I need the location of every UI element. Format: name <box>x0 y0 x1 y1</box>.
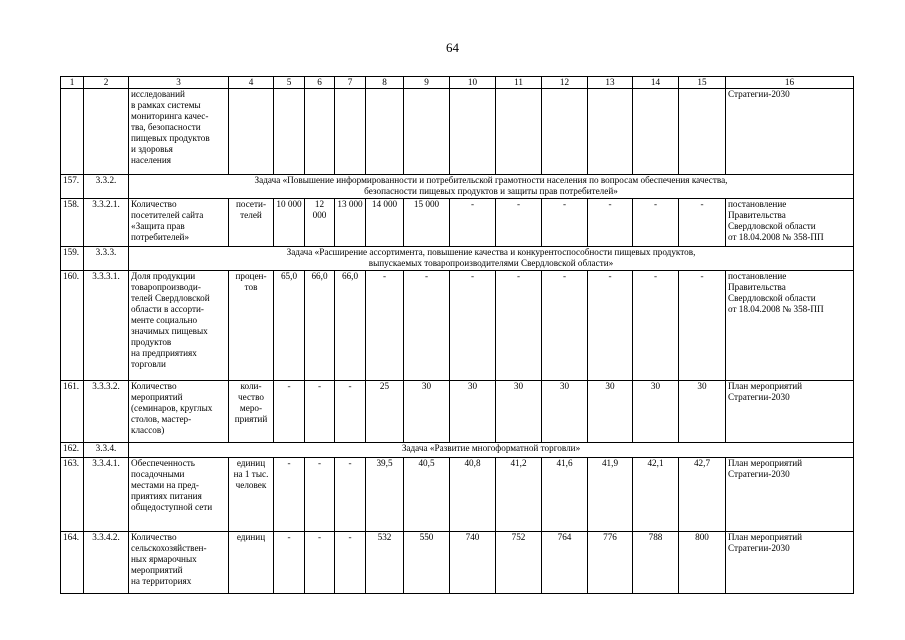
value-cell: 800 <box>679 532 726 594</box>
task-row <box>61 247 854 271</box>
source-document: План мероприятий Стратегии-2030 <box>726 532 854 594</box>
value-cell <box>274 89 305 175</box>
column-header: 1 <box>61 77 84 89</box>
value-cell: 42,1 <box>633 458 679 532</box>
indicator-name: Обеспеченность посадочными местами на пред- приятиях питания общедоступной сети <box>129 458 229 532</box>
value-cell: - <box>633 199 679 247</box>
column-header: 10 <box>450 77 496 89</box>
row-number: 163. <box>61 458 84 532</box>
indicator-name: исследований в рамках системы мониторинга качес- тва, безопасности пищевых продуктов и здоровья населения <box>129 89 229 175</box>
value-cell: - <box>335 458 366 532</box>
row-number: 161. <box>61 381 84 443</box>
column-header: 7 <box>335 77 366 89</box>
indicators-table <box>60 76 854 594</box>
value-cell: - <box>305 532 335 594</box>
value-cell: 42,7 <box>679 458 726 532</box>
column-header: 16 <box>726 77 854 89</box>
source-document: План мероприятий Стратегии-2030 <box>726 381 854 443</box>
unit: процен- тов <box>229 271 274 381</box>
value-cell: 40,5 <box>404 458 450 532</box>
value-cell: - <box>305 458 335 532</box>
value-cell <box>366 89 404 175</box>
value-cell: - <box>588 271 633 381</box>
value-cell: 532 <box>366 532 404 594</box>
value-cell: 740 <box>450 532 496 594</box>
column-header: 6 <box>305 77 335 89</box>
value-cell: 30 <box>404 381 450 443</box>
value-cell: - <box>542 271 588 381</box>
value-cell: 13 000 <box>335 199 366 247</box>
value-cell: 40,8 <box>450 458 496 532</box>
value-cell <box>404 89 450 175</box>
row-number <box>61 89 84 175</box>
value-cell: 30 <box>679 381 726 443</box>
column-header: 2 <box>84 77 129 89</box>
value-cell: 10 000 <box>274 199 305 247</box>
task-title: Задача «Развитие многоформатной торговли» <box>129 443 854 458</box>
task-title: Задача «Повышение информированности и потребительской грамотности населения по вопросам обеспечения качества, безопасности пищевых продуктов и защиты прав потребителей» <box>129 175 854 199</box>
row-code <box>84 89 129 175</box>
column-header: 13 <box>588 77 633 89</box>
value-cell: - <box>542 199 588 247</box>
value-cell <box>588 89 633 175</box>
task-row <box>61 443 854 458</box>
value-cell: 550 <box>404 532 450 594</box>
row-number: 164. <box>61 532 84 594</box>
value-cell: 752 <box>496 532 542 594</box>
value-cell: 66,0 <box>335 271 366 381</box>
table-row <box>61 381 854 443</box>
value-cell: 30 <box>588 381 633 443</box>
table-row <box>61 89 854 175</box>
value-cell: - <box>335 532 366 594</box>
value-cell: - <box>305 381 335 443</box>
value-cell: 30 <box>450 381 496 443</box>
value-cell: 30 <box>496 381 542 443</box>
unit: единиц на 1 тыс. человек <box>229 458 274 532</box>
source-document: План мероприятий Стратегии-2030 <box>726 458 854 532</box>
value-cell: 65,0 <box>274 271 305 381</box>
row-code: 3.3.3.1. <box>84 271 129 381</box>
table-row <box>61 199 854 247</box>
task-row <box>61 175 854 199</box>
page-number: 64 <box>446 40 459 55</box>
value-cell: 66,0 <box>305 271 335 381</box>
value-cell <box>542 89 588 175</box>
value-cell: 788 <box>633 532 679 594</box>
value-cell: - <box>274 381 305 443</box>
value-cell: - <box>679 199 726 247</box>
value-cell: - <box>633 271 679 381</box>
column-header: 3 <box>129 77 229 89</box>
source-document: Стратегии-2030 <box>726 89 854 175</box>
value-cell: - <box>450 271 496 381</box>
value-cell: 776 <box>588 532 633 594</box>
row-code: 3.3.4.2. <box>84 532 129 594</box>
value-cell: - <box>679 271 726 381</box>
value-cell: - <box>496 271 542 381</box>
value-cell: - <box>335 381 366 443</box>
row-number: 160. <box>61 271 84 381</box>
value-cell: 30 <box>542 381 588 443</box>
value-cell: 14 000 <box>366 199 404 247</box>
unit: посети- телей <box>229 199 274 247</box>
value-cell: 41,6 <box>542 458 588 532</box>
value-cell: 30 <box>633 381 679 443</box>
indicator-name: Количество посетителей сайта «Защита прав потребителей» <box>129 199 229 247</box>
task-title: Задача «Расширение ассортимента, повышение качества и конкурентоспособности пищевых продуктов, выпускаемых товаропроизводителями Свердловской области» <box>129 247 854 271</box>
value-cell <box>450 89 496 175</box>
row-code: 3.3.3.2. <box>84 381 129 443</box>
column-header: 4 <box>229 77 274 89</box>
value-cell <box>496 89 542 175</box>
column-header: 8 <box>366 77 404 89</box>
row-code: 3.3.2.1. <box>84 199 129 247</box>
value-cell: 39,5 <box>366 458 404 532</box>
row-code: 3.3.4. <box>84 443 129 458</box>
value-cell <box>633 89 679 175</box>
value-cell: 12 000 <box>305 199 335 247</box>
value-cell: - <box>366 271 404 381</box>
table-header-row <box>61 77 854 89</box>
indicator-name: Доля продукции товаропроизводи- телей Свердловской области в ассорти- менте социально значимых пищевых продуктов на предприятиях торговли <box>129 271 229 381</box>
column-header: 14 <box>633 77 679 89</box>
source-document: постановление Правительства Свердловской области от 18.04.2008 № 358-ПП <box>726 199 854 247</box>
column-header: 15 <box>679 77 726 89</box>
unit: коли- чество меро- приятий <box>229 381 274 443</box>
value-cell <box>305 89 335 175</box>
source-document: постановление Правительства Свердловской области от 18.04.2008 № 358-ПП <box>726 271 854 381</box>
value-cell: - <box>274 532 305 594</box>
row-number: 157. <box>61 175 84 199</box>
value-cell: 41,2 <box>496 458 542 532</box>
table-row <box>61 532 854 594</box>
indicator-name: Количество сельскохозяйствен- ных ярмарочных мероприятий на территориях <box>129 532 229 594</box>
row-code: 3.3.4.1. <box>84 458 129 532</box>
value-cell: - <box>588 199 633 247</box>
table-row <box>61 458 854 532</box>
value-cell: - <box>496 199 542 247</box>
value-cell: - <box>404 271 450 381</box>
unit <box>229 89 274 175</box>
value-cell <box>335 89 366 175</box>
row-number: 162. <box>61 443 84 458</box>
column-header: 5 <box>274 77 305 89</box>
column-header: 9 <box>404 77 450 89</box>
value-cell <box>679 89 726 175</box>
row-code: 3.3.2. <box>84 175 129 199</box>
value-cell: 41,9 <box>588 458 633 532</box>
row-code: 3.3.3. <box>84 247 129 271</box>
indicator-name: Количество мероприятий (семинаров, круглых столов, мастер- классов) <box>129 381 229 443</box>
value-cell: 764 <box>542 532 588 594</box>
table-row <box>61 271 854 381</box>
value-cell: 15 000 <box>404 199 450 247</box>
column-header: 12 <box>542 77 588 89</box>
value-cell: 25 <box>366 381 404 443</box>
row-number: 159. <box>61 247 84 271</box>
unit: единиц <box>229 532 274 594</box>
column-header: 11 <box>496 77 542 89</box>
value-cell: - <box>274 458 305 532</box>
value-cell: - <box>450 199 496 247</box>
row-number: 158. <box>61 199 84 247</box>
